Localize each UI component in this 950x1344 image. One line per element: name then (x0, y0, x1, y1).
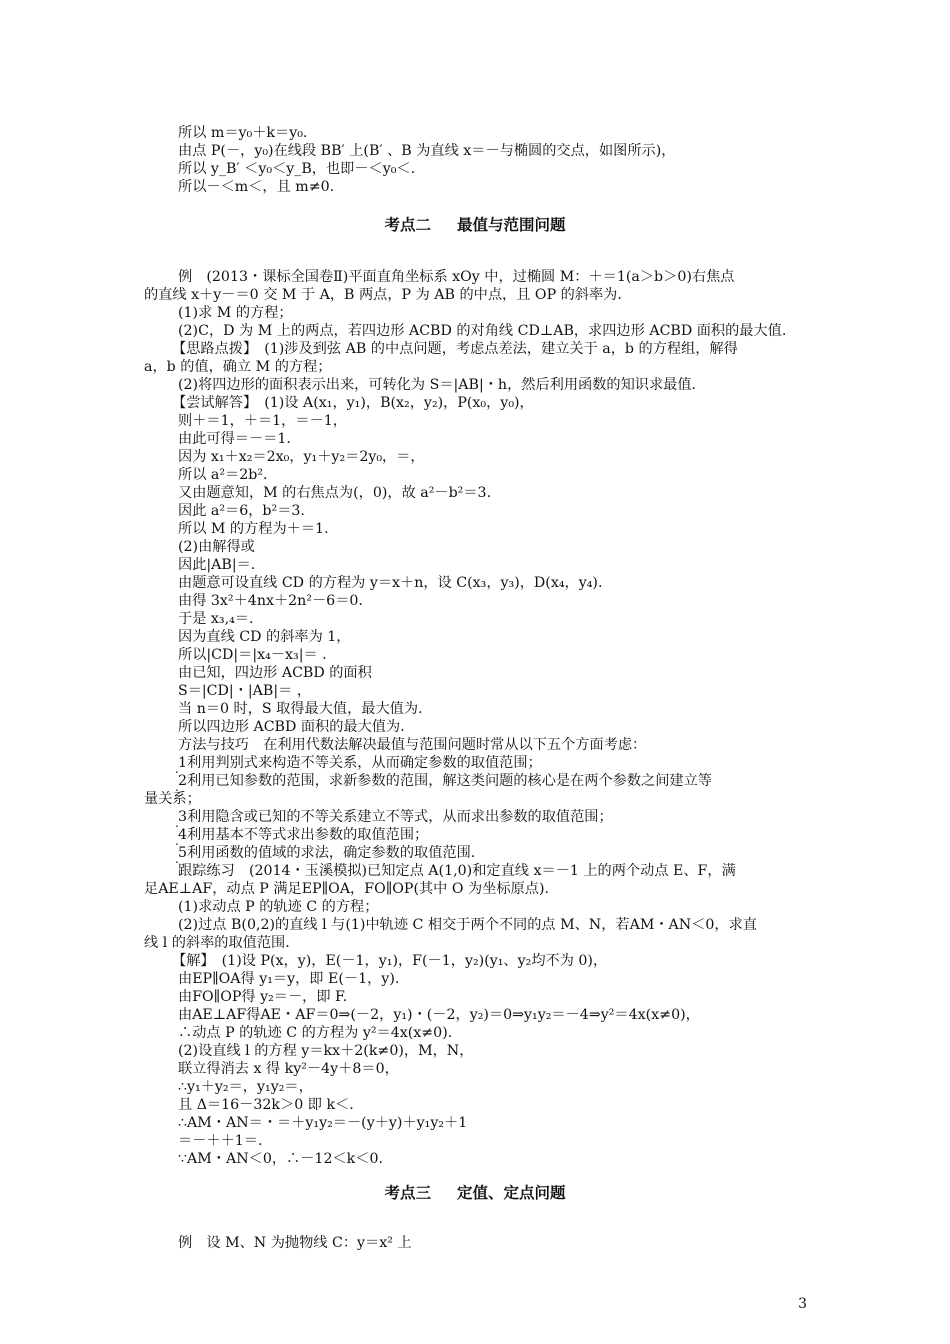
text-line: 【尝试解答】 (1)设 A(x₁，y₁)，B(x₂，y₂)，P(x₀，y₀)， (172, 395, 534, 411)
text-line: 因此|AB|＝. (178, 557, 256, 573)
list-bullet-dot: . (175, 852, 179, 866)
text-line: ∴AM・AN＝・＝＋y₁y₂＝－(y＋y)＋y₁y₂＋1 (178, 1115, 468, 1131)
list-item: 1利用判别式来构造不等关系，从而确定参数的取值范围； (178, 755, 542, 771)
text-line: 的直线 x＋y－＝0 交 M 于 A，B 两点，P 为 AB 的中点，且 OP 的斜率为. (144, 287, 622, 303)
text-line: (1)求 M 的方程； (178, 305, 293, 321)
text-line: 由得 3x²＋4nx＋2n²－6＝0. (178, 593, 363, 609)
section-heading (0, 215, 950, 235)
list-item: 5利用函数的值域的求法，确定参数的取值范围. (178, 845, 476, 861)
text-line: 跟踪练习 (2014・玉溪模拟)已知定点 A(1,0)和定直线 x＝－1 上的两个动点 E、F，满 (178, 863, 736, 879)
page-number: 3 (798, 1296, 807, 1312)
text-line: 由已知，四边形 ACBD 的面积 (178, 665, 372, 681)
section-heading-title: 最值与范围问题 (457, 216, 566, 234)
text-line: 由题意可设直线 CD 的方程为 y＝x＋n，设 C(x₃，y₃)，D(x₄，y₄). (178, 575, 603, 591)
text-line: ∴y₁＋y₂＝，y₁y₂＝， (178, 1079, 313, 1095)
text-line: 线 l 的斜率的取值范围. (144, 935, 290, 951)
text-line: 量关系； (144, 791, 201, 807)
text-line: a，b 的值，确立 M 的方程； (144, 359, 332, 375)
text-line: (2)过点 B(0,2)的直线 l 与(1)中轨迹 C 相交于两个不同的点 M、N，若AM・AN＜0，求直 (178, 917, 757, 933)
text-line: 【思路点拨】 (1)涉及到弦 AB 的中点问题，考虑点差法，建立关于 a，b 的方程组，解得 (172, 341, 738, 357)
section-heading (0, 1183, 950, 1203)
text-line: 所以 a²＝2b². (178, 467, 268, 483)
text-line: 所以 m＝y₀＋k＝y₀. (178, 125, 308, 141)
text-line: 由EP∥OA得 y₁＝y，即 E(－1，y). (178, 971, 400, 987)
text-line: (2)由解得或 (178, 539, 255, 555)
list-bullet-dot: . (175, 834, 179, 848)
text-line: 所以|CD|＝|x₄－x₃|＝ . (178, 647, 327, 663)
text-line: S＝|CD|・|AB|＝ ， (178, 683, 312, 699)
text-line: 且 Δ＝16－32k＞0 即 k＜. (178, 1097, 354, 1113)
section-heading-title: 定值、定点问题 (457, 1184, 566, 1202)
text-line: 足AE⊥AF，动点 P 满足EP∥OA，FO∥OP(其中 O 为坐标原点). (144, 881, 549, 897)
text-line: 所以四边形 ACBD 面积的最大值为. (178, 719, 405, 735)
text-line: 由点 P(－，y₀)在线段 BB′ 上(B′ 、B 为直线 x＝－与椭圆的交点，如图所示)， (178, 143, 676, 159)
text-line: 方法与技巧 在利用代数法解决最值与范围问题时常从以下五个方面考虑： (178, 737, 647, 753)
text-line: 又由题意知，M 的右焦点为(，0)，故 a²－b²＝3. (178, 485, 492, 501)
list-item: 3利用隐含或已知的不等关系建立不等式，从而求出参数的取值范围； (178, 809, 613, 825)
text-line: 当 n＝0 时，S 取得最大值，最大值为. (178, 701, 423, 717)
text-line: 于是 x₃,₄＝. (178, 611, 254, 627)
section-heading-number: 考点二 (384, 216, 431, 234)
text-line: (2)将四边形的面积表示出来，可转化为 S＝|AB|・h，然后利用函数的知识求最值. (178, 377, 697, 393)
list-item: 2利用已知参数的范围，求新参数的范围，解这类问题的核心是在两个参数之间建立等 (178, 773, 712, 789)
text-line: (2)C，D 为 M 上的两点，若四边形 ACBD 的对角线 CD⊥AB，求四边形 ACBD 面积的最大值. (178, 323, 787, 339)
text-line: 所以 M 的方程为＋＝1. (178, 521, 329, 537)
text-line: (2)设直线 l 的方程 y＝kx＋2(k≠0)，M，N， (178, 1043, 474, 1059)
text-line: 由AE⊥AF得AE・AF＝0⇒(－2，y₁)・(－2，y₂)＝0⇒y₁y₂＝－4⇒y²＝4x(x≠0)， (178, 1007, 700, 1023)
text-line: ∴动点 P 的轨迹 C 的方程为 y²＝4x(x≠0). (178, 1025, 453, 1041)
text-line: 由此可得＝－＝1. (178, 431, 291, 447)
text-line: 【解】 (1)设 P(x，y)，E(－1，y₁)，F(－1，y₂)(y₁、y₂均不为 0)， (172, 953, 608, 969)
text-line: 例 设 M、N 为抛物线 C：y＝x² 上 (178, 1235, 412, 1251)
list-bullet-dot: . (175, 780, 179, 794)
text-line: 则＋＝1，＋＝1，＝－1， (178, 413, 347, 429)
text-line: 因此 a²＝6，b²＝3. (178, 503, 305, 519)
text-line: 所以 y_B′ ＜y₀＜y_B，也即－＜y₀＜. (178, 161, 416, 177)
list-bullet-dot: . (175, 762, 179, 776)
section-heading-number: 考点三 (384, 1184, 431, 1202)
text-line: 因为 x₁＋x₂＝2x₀，y₁＋y₂＝2y₀，＝， (178, 449, 425, 465)
text-line: 因为直线 CD 的斜率为 1， (178, 629, 351, 645)
text-line: ＝－＋＋1＝. (178, 1133, 263, 1149)
text-line: 所以－＜m＜，且 m≠0. (178, 179, 335, 195)
text-line: ∵AM・AN＜0，∴－12＜k＜0. (178, 1151, 383, 1167)
list-bullet-dot: . (175, 816, 179, 830)
text-line: 联立得消去 x 得 ky²－4y＋8＝0， (178, 1061, 399, 1077)
text-line: 例 (2013・课标全国卷Ⅱ)平面直角坐标系 xOy 中，过椭圆 M：＋＝1(a＞b＞0)右焦点 (178, 269, 735, 285)
text-line: 由FO∥OP得 y₂＝－，即 F. (178, 989, 348, 1005)
text-line: (1)求动点 P 的轨迹 C 的方程； (178, 899, 379, 915)
list-item: 4利用基本不等式求出参数的取值范围； (178, 827, 429, 843)
